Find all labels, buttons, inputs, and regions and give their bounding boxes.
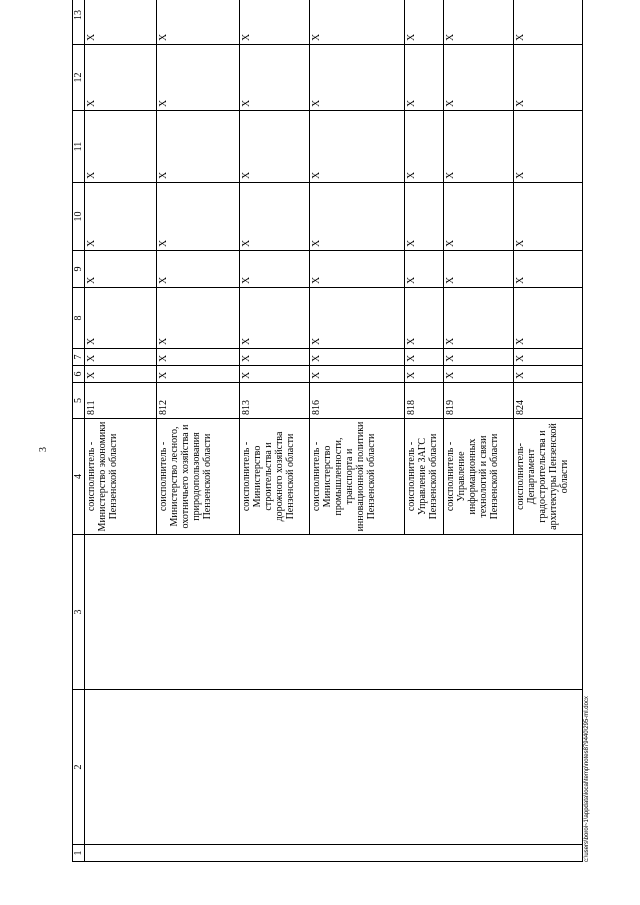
mark-cell: X <box>85 288 157 349</box>
mark-cell: X <box>157 0 240 45</box>
mark-cell: X <box>157 183 240 251</box>
column-header: 10 <box>73 183 85 251</box>
mark-cell: X <box>444 251 514 288</box>
mark-cell: X <box>405 349 444 366</box>
mark-cell: X <box>405 111 444 183</box>
mark-cell: X <box>240 111 310 183</box>
mark-cell: X <box>514 288 583 349</box>
code-cell: 818 <box>405 383 444 419</box>
mark-cell: X <box>310 183 405 251</box>
column-header: 13 <box>73 0 85 45</box>
mark-cell: X <box>157 349 240 366</box>
column-header: 3 <box>73 535 85 690</box>
file-path-footer: c:\users\borol~1\appdata\local\temp\notes879440\295-ml.docx <box>584 696 590 862</box>
mark-cell: X <box>405 183 444 251</box>
mark-cell: X <box>514 111 583 183</box>
mark-cell: X <box>310 288 405 349</box>
mark-cell: X <box>310 45 405 111</box>
mark-cell: X <box>240 0 310 45</box>
mark-cell: X <box>240 183 310 251</box>
mark-cell: X <box>310 251 405 288</box>
mark-cell: X <box>85 111 157 183</box>
mark-cell: X <box>444 45 514 111</box>
code-cell: 812 <box>157 383 240 419</box>
code-cell: 816 <box>310 383 405 419</box>
mark-cell: X <box>240 45 310 111</box>
mark-cell: X <box>444 288 514 349</box>
code-cell: 813 <box>240 383 310 419</box>
mark-cell: X <box>310 111 405 183</box>
cell-empty <box>85 690 583 845</box>
code-cell: 824 <box>514 383 583 419</box>
mark-cell: X <box>405 288 444 349</box>
mark-cell: X <box>85 349 157 366</box>
mark-cell: X <box>85 0 157 45</box>
column-header: 4 <box>73 419 85 535</box>
mark-cell: X <box>85 45 157 111</box>
mark-cell: X <box>514 183 583 251</box>
executor-cell: соисполнитель - Министерство лесного, охотничьего хозяйства и природопользования Пензенской области <box>157 419 240 535</box>
mark-cell: X <box>85 183 157 251</box>
mark-cell: X <box>405 251 444 288</box>
mark-cell: X <box>514 366 583 383</box>
mark-cell: X <box>405 366 444 383</box>
executor-cell: соисполнитель - Министерство экономики Пензенской области <box>85 419 157 535</box>
column-header: 8 <box>73 288 85 349</box>
program-table <box>72 0 583 862</box>
mark-cell: X <box>157 288 240 349</box>
executor-cell: соисполнитель - Управление ЗАГС Пензенской области <box>405 419 444 535</box>
header-row <box>73 0 85 862</box>
column-header: 7 <box>73 349 85 366</box>
mark-cell: X <box>405 0 444 45</box>
mark-cell: X <box>310 0 405 45</box>
mark-cell: X <box>405 45 444 111</box>
mark-cell: X <box>240 288 310 349</box>
mark-cell: X <box>240 349 310 366</box>
mark-cell: X <box>514 0 583 45</box>
column-header: 5 <box>73 383 85 419</box>
column-header: 6 <box>73 366 85 383</box>
mark-cell: X <box>514 45 583 111</box>
executor-cell: соисполнитель - Управление информационных технологий и связи Пензенской области <box>444 419 514 535</box>
cell-empty <box>85 845 583 862</box>
mark-cell: X <box>514 251 583 288</box>
rotated-page <box>72 0 592 862</box>
executor-cell: соисполнитель - Министерство строительства и дорожного хозяйства Пензенской области <box>240 419 310 535</box>
mark-cell: X <box>85 366 157 383</box>
code-cell: 811 <box>85 383 157 419</box>
mark-cell: X <box>444 0 514 45</box>
mark-cell: X <box>240 251 310 288</box>
mark-cell: X <box>157 45 240 111</box>
column-header: 1 <box>73 845 85 862</box>
column-header: 12 <box>73 45 85 111</box>
mark-cell: X <box>444 183 514 251</box>
mark-cell: X <box>157 366 240 383</box>
mark-cell: X <box>444 366 514 383</box>
mark-cell: X <box>514 349 583 366</box>
mark-cell: X <box>310 349 405 366</box>
column-header: 11 <box>73 111 85 183</box>
mark-cell: X <box>310 366 405 383</box>
mark-cell: X <box>157 111 240 183</box>
column-header: 2 <box>73 690 85 845</box>
mark-cell: X <box>444 349 514 366</box>
page-number: 3 <box>38 447 49 452</box>
table-row <box>85 0 157 862</box>
code-cell: 819 <box>444 383 514 419</box>
mark-cell: X <box>240 366 310 383</box>
mark-cell: X <box>85 251 157 288</box>
mark-cell: X <box>157 251 240 288</box>
cell-empty <box>85 535 583 690</box>
executor-cell: соисполнитель - Министерство промышленности, транспорта и инновационной политики Пензенской области <box>310 419 405 535</box>
column-header: 9 <box>73 251 85 288</box>
mark-cell: X <box>444 111 514 183</box>
executor-cell: соисполнитель- Департамент градостроительства и архитектуры Пензенской области <box>514 419 583 535</box>
